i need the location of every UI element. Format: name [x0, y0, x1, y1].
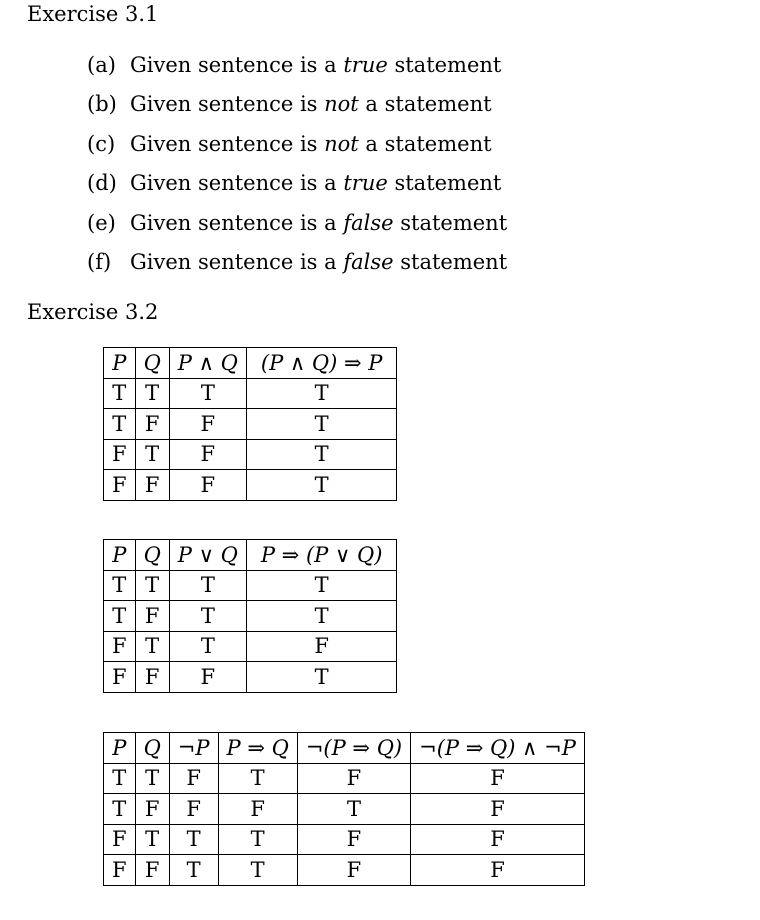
- table-cell: T: [135, 763, 169, 794]
- table-cell: F: [411, 763, 585, 794]
- table-row: [104, 631, 397, 662]
- list-item: [87, 245, 507, 284]
- table-cell: F: [104, 470, 136, 501]
- column-header: Q: [135, 540, 169, 571]
- truth-table-1: [103, 347, 397, 501]
- table-row: [104, 662, 397, 693]
- table-cell: F: [411, 824, 585, 855]
- table-row: [104, 601, 397, 632]
- table-cell: T: [135, 631, 169, 662]
- table-cell: T: [135, 378, 169, 409]
- table-cell: F: [218, 794, 297, 825]
- table-cell: T: [135, 439, 169, 470]
- item-emphasis: false: [343, 249, 394, 274]
- item-text: Given sentence is a: [130, 171, 344, 196]
- table-cell: F: [169, 662, 246, 693]
- item-emphasis: true: [343, 53, 388, 77]
- table-cell: F: [246, 631, 397, 662]
- table-cell: F: [135, 409, 169, 440]
- item-text-end: statement: [393, 210, 508, 235]
- table-row: [104, 763, 585, 794]
- table-cell: T: [169, 378, 246, 409]
- table-cell: T: [104, 601, 136, 632]
- item-label: (f): [87, 249, 112, 274]
- item-text-end: a statement: [358, 92, 492, 117]
- item-emphasis: not: [324, 92, 359, 117]
- item-text: Given sentence is a: [130, 53, 344, 77]
- table-cell: F: [135, 855, 169, 886]
- table-cell: F: [104, 631, 136, 662]
- item-emphasis: true: [343, 171, 388, 196]
- table-row: [104, 824, 585, 855]
- item-text-end: a statement: [358, 131, 492, 156]
- table-cell: T: [218, 763, 297, 794]
- table-row: [104, 855, 585, 886]
- table-cell: T: [169, 855, 218, 886]
- table-cell: T: [246, 409, 397, 440]
- item-text-end: statement: [387, 171, 502, 196]
- item-text-end: statement: [393, 249, 508, 274]
- item-emphasis: not: [324, 131, 359, 156]
- exercise-3-1-title: Exercise 3.1: [27, 2, 159, 26]
- table-cell: F: [411, 794, 585, 825]
- column-header: Q: [135, 348, 169, 379]
- list-item: [87, 87, 507, 126]
- table-cell: F: [135, 470, 169, 501]
- table-cell: T: [246, 601, 397, 632]
- table-cell: F: [104, 824, 136, 855]
- table-row: [104, 470, 397, 501]
- table-cell: T: [104, 570, 136, 601]
- table-cell: T: [218, 855, 297, 886]
- column-header: ¬(P ⇒ Q) ∧ ¬P: [411, 733, 585, 764]
- table-cell: T: [135, 824, 169, 855]
- table-cell: F: [169, 439, 246, 470]
- list-item: [87, 166, 507, 205]
- table-cell: F: [297, 855, 410, 886]
- item-text-end: statement: [387, 53, 502, 77]
- table-cell: F: [297, 824, 410, 855]
- table-cell: F: [169, 409, 246, 440]
- column-header: ¬(P ⇒ Q): [297, 733, 410, 764]
- column-header: P ∧ Q: [169, 348, 246, 379]
- table-cell: F: [104, 439, 136, 470]
- table-row: [104, 439, 397, 470]
- table-cell: F: [104, 662, 136, 693]
- table-cell: T: [104, 794, 136, 825]
- item-emphasis: false: [343, 210, 394, 235]
- table-cell: T: [246, 470, 397, 501]
- table-cell: T: [246, 439, 397, 470]
- column-header: P: [104, 348, 136, 379]
- column-header: P: [104, 733, 136, 764]
- truth-table-3: [103, 732, 585, 886]
- table-cell: F: [135, 662, 169, 693]
- column-header: P ⇒ (P ∨ Q): [246, 540, 397, 571]
- list-item: [87, 206, 507, 245]
- column-header: (P ∧ Q) ⇒ P: [246, 348, 397, 379]
- table-cell: T: [104, 378, 136, 409]
- list-item: [87, 48, 507, 87]
- table-cell: F: [169, 794, 218, 825]
- table-cell: T: [246, 378, 397, 409]
- table-cell: T: [169, 631, 246, 662]
- table-cell: T: [104, 409, 136, 440]
- exercise-3-2-title: Exercise 3.2: [27, 300, 159, 324]
- table-cell: T: [169, 601, 246, 632]
- table-cell: F: [169, 470, 246, 501]
- table-cell: T: [246, 662, 397, 693]
- table-row: [104, 409, 397, 440]
- table-cell: T: [104, 763, 136, 794]
- table-row: [104, 794, 585, 825]
- truth-table-2: [103, 539, 397, 693]
- item-text: Given sentence is: [130, 92, 325, 117]
- table-header-row: [104, 733, 585, 764]
- column-header: ¬P: [169, 733, 218, 764]
- list-item: [87, 127, 507, 166]
- column-header: P: [104, 540, 136, 571]
- table-cell: F: [135, 601, 169, 632]
- table-cell: F: [411, 855, 585, 886]
- item-label: (e): [87, 210, 116, 235]
- table-cell: T: [297, 794, 410, 825]
- table-cell: F: [169, 763, 218, 794]
- table-cell: T: [169, 570, 246, 601]
- table-cell: T: [218, 824, 297, 855]
- column-header: P ∨ Q: [169, 540, 246, 571]
- table-row: [104, 570, 397, 601]
- table-cell: T: [135, 570, 169, 601]
- table-row: [104, 378, 397, 409]
- column-header: Q: [135, 733, 169, 764]
- table-cell: T: [246, 570, 397, 601]
- item-text: Given sentence is a: [130, 210, 344, 235]
- item-label: (d): [87, 171, 117, 196]
- item-label: (b): [87, 92, 117, 117]
- table-header-row: [104, 540, 397, 571]
- table-cell: F: [297, 763, 410, 794]
- item-text: Given sentence is: [130, 131, 325, 156]
- item-label: (c): [87, 131, 116, 156]
- column-header: P ⇒ Q: [218, 733, 297, 764]
- item-label: (a): [87, 53, 116, 77]
- table-header-row: [104, 348, 397, 379]
- item-text: Given sentence is a: [130, 249, 344, 274]
- table-cell: F: [104, 855, 136, 886]
- table-cell: F: [135, 794, 169, 825]
- table-cell: T: [169, 824, 218, 855]
- exercise-3-1-answers: [87, 48, 507, 284]
